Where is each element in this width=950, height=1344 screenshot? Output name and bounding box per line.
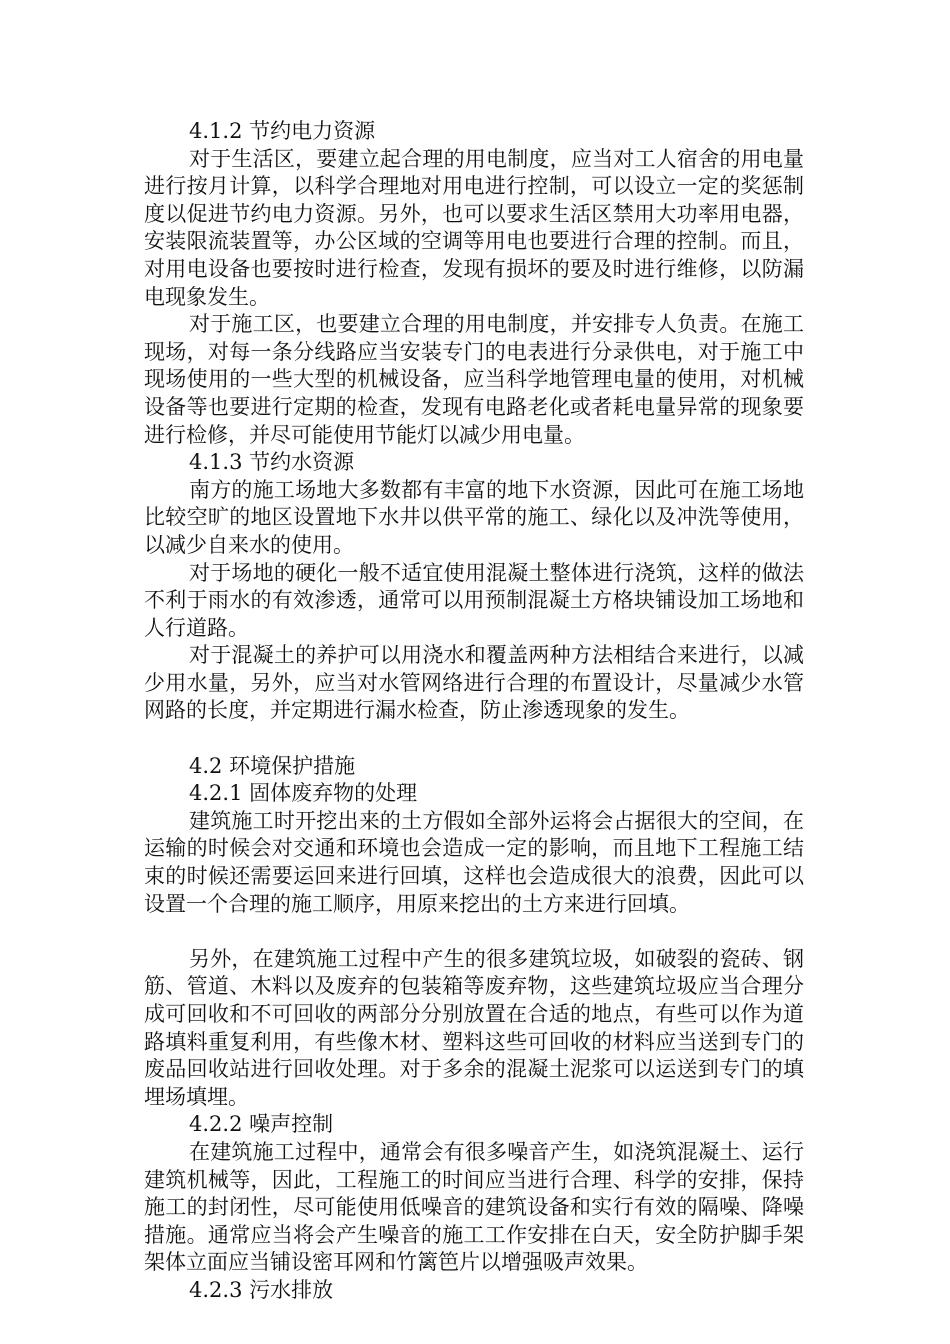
document-page <box>144 118 804 1305</box>
section-heading-4-1-3: 4.1.3 节约水资源 <box>189 450 355 475</box>
paragraph-construction-area-electricity: 对于施工区，也要建立合理的用电制度，并安排专人负责。在施工现场，对每一条分线路应当安装专门的电表进行分录供电，对于施工中现场使用的一些大型的机械设备，应当科学地管理电量的使用，对机械设备等也要进行定期的检查，发现有电路老化或者耗电量异常的现象要进行检修，并尽可能使用节能灯以减少用电量。 <box>144 312 804 447</box>
paragraph-noise-control: 在建筑施工过程中，通常会有很多噪音产生，如浇筑混凝土、运行建筑机械等，因此，工程施工的时间应当进行合理、科学的安排，保持施工的封闭性，尽可能使用低噪音的建筑设备和实行有效的隔噪、降噪措施。通常应当将会产生噪音的施工工作安排在白天，安全防护脚手架架体立面应当铺设密耳网和竹篱笆片以增强吸声效果。 <box>144 1139 804 1275</box>
blank-line <box>144 725 804 753</box>
paragraph-concrete-curing: 对于混凝土的养护可以用浇水和覆盖两种方法相结合来进行，以减少用水量，另外，应当对水管网络进行合理的布置设计，尽量减少水管网路的长度，并定期进行漏水检查，防止渗透现象的发生。 <box>144 643 804 723</box>
section-heading-4-2: 4.2 环境保护措施 <box>189 753 356 778</box>
paragraph-earthwork: 建筑施工时开挖出来的土方假如全部外运将会占据很大的空间，在运输的时候会对交通和环境也会造成一定的影响，而且地下工程施工结束的时候还需要运回来进行回填，这样也会造成很大的浪费，因此可以设置一个合理的施工顺序，用原来挖出的土方来进行回填。 <box>144 808 804 916</box>
blank-line <box>144 918 804 946</box>
section-heading-4-1-2: 4.1.2 节约电力资源 <box>189 119 376 143</box>
section-heading-4-2-1: 4.2.1 固体废弃物的处理 <box>189 781 418 806</box>
section-heading-4-2-3: 4.2.3 污水排放 <box>189 1277 334 1302</box>
paragraph-living-area-electricity: 对于生活区，要建立起合理的用电制度，应当对工人宿舍的用电量进行按月计算，以科学合理地对用电进行控制，可以设立一定的奖惩制度以促进节约电力资源。另外，也可以要求生活区禁用大功率用电器，安装限流装置等，办公区域的空调等用电也要进行合理的控制。而且，对用电设备也要按时进行检查，发现有损坏的要及时进行维修，以防漏电现象发生。 <box>144 146 804 309</box>
paragraph-construction-waste: 另外，在建筑施工过程中产生的很多建筑垃圾，如破裂的瓷砖、钢筋、管道、木料以及废弃的包装箱等废弃物，这些建筑垃圾应当合理分成可回收和不可回收的两部分分别放置在合适的地点，有些可以作为道路填料重复利用，有些像木材、塑料这些可回收的材料应当送到专门的废品回收站进行回收处理。对于多余的混凝土泥浆可以运送到专门的填埋场填埋。 <box>144 946 804 1109</box>
paragraph-groundwater: 南方的施工场地大多数都有丰富的地下水资源，因此可在施工场地比较空旷的地区设置地下水井以供平常的施工、绿化以及冲洗等使用，以减少自来水的使用。 <box>144 477 804 557</box>
section-heading-4-2-2: 4.2.2 噪声控制 <box>189 1112 334 1137</box>
paragraph-site-hardening: 对于场地的硬化一般不适宜使用混凝土整体进行浇筑，这样的做法不利于雨水的有效渗透，通常可以用预制混凝土方格块铺设加工场地和人行道路。 <box>144 560 804 640</box>
